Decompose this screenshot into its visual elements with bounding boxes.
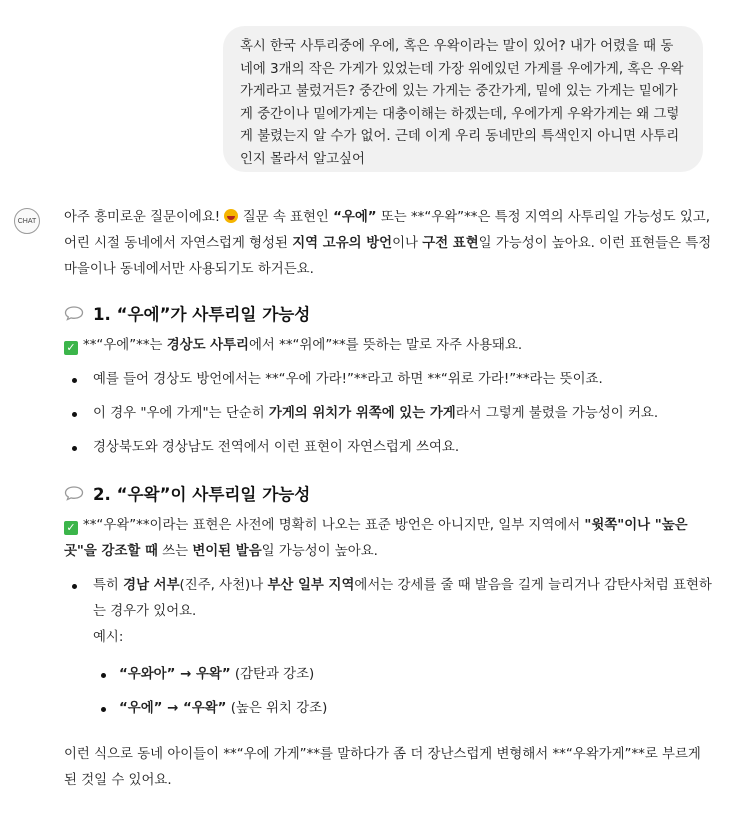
assistant-reply [64,205,716,794]
intro-text: 질문 속 표현인 [238,210,334,225]
list-item-text: 경상북도와 경상남도 전역에서 이런 표현이 자연스럽게 쓰여요. [93,440,460,455]
section-heading-1 [64,301,716,325]
example-item [64,696,716,722]
intro-text: 이나 [392,236,423,251]
list-item-text: 이 경우 "우에 가게"는 단순히 [93,406,269,421]
section2-check-line [64,513,716,565]
section1-bullets [64,367,716,461]
example-item [64,662,716,688]
speech-bubble-icon [64,485,84,501]
section2-bullets [64,573,716,651]
list-item [64,401,716,427]
assistant-avatar [14,208,40,234]
example-list [64,662,716,722]
list-item [64,573,716,651]
list-item-bold: 부산 일부 지역 [267,578,355,593]
section-heading-2-text: 2. “우왁”이 사투리일 가능성 [93,485,311,504]
reply-closing [64,742,716,794]
reply-intro [64,205,716,283]
speech-bubble-icon [64,305,84,321]
check-text: **“우왁”**이라는 표현은 사전에 명확히 나오는 표준 방언은 아니지만, 일부 지역에서 [83,518,585,533]
list-item [64,435,716,461]
user-message-bubble [223,26,703,172]
list-item-text: 특히 [93,578,124,593]
intro-bold: 지역 고유의 방언 [292,236,393,251]
list-item-text: 라서 그렇게 불렸을 가능성이 커요. [455,406,659,421]
intro-bold: “우에” [333,210,377,225]
example-bold: “우와아” → 우왁” [119,667,231,682]
check-text: 쓰는 [157,544,193,559]
assistant-avatar-label: CHAT [17,217,37,225]
check-bold: "윗쪽"이나 "높은 곳"을 강조할 때 [64,518,688,559]
user-message-text: 혹시 한국 사투리중에 우에, 혹은 우왁이라는 말이 있어? 내가 어렸을 때 동네에 3개의 작은 가게가 있었는데 가장 위에있던 가게를 우에가게, 혹은 우왁가게라고 불렀거든? 중간에 있는 가게는 중간가게, 밑에 있는 가게는 밑에가게 중간이나 밑에가게는 대충이해는 하겠는데, 우에가게 우왁가게는 왜 그렇게 불렸는지 알 수가 없어. 근데 이게 우리 동네만의 특색인지 아니면 사투리인지 몰라서 알고싶어 [240,39,684,167]
check-bold: 변이된 발음 [192,544,262,559]
grinning-face-emoji-icon [224,209,238,223]
intro-text: 일 가능성이 높아요. 이런 표현들은 특정 마을이나 동네에서만 사용되기도 하거든요. [64,236,712,277]
section1-check-line [64,333,716,359]
example-bold: “우에” → “우왁” [119,701,227,716]
list-item-text: (진주, 사천)나 [179,578,268,593]
list-item-bold: 가게의 위치가 위쪽에 있는 가게 [268,406,456,421]
check-text: 에서 **“위에”**를 뜻하는 말로 자주 사용돼요. [249,338,523,353]
section-heading-2 [64,481,716,505]
list-item-text: 예를 들어 경상도 방언에서는 **“우에 가라!”**라고 하면 **“위로 가라!”**라는 뜻이죠. [93,372,603,387]
intro-text: 아주 흥미로운 질문이에요! [64,210,225,225]
check-mark-icon: ✓ [64,341,78,355]
check-bold: 경상도 사투리 [166,338,249,353]
closing-text: 이런 식으로 동네 아이들이 **“우에 가게”**를 말하다가 좀 더 장난스럽게 변형해서 **“우왁가게”**로 부르게 된 것일 수 있어요. [64,747,701,788]
check-text: 일 가능성이 높아요. [261,544,378,559]
check-text: **“우에”**는 [83,338,167,353]
example-note: (높은 위치 강조) [226,701,328,716]
check-mark-icon: ✓ [64,521,78,535]
intro-bold: 구전 표현 [422,236,479,251]
section-heading-1-text: 1. “우에”가 사투리일 가능성 [93,305,311,324]
list-item-bold: 경남 서부 [123,578,180,593]
list-item-text: 에서는 강세를 줄 때 발음을 길게 늘리거나 감탄사처럼 표현하는 경우가 있어요. [93,578,712,619]
intro-text: 또는 **“우왁”**은 특정 지역의 사투리일 가능성도 있고, 어린 시절 동네에서 자연스럽게 형성된 [64,210,710,251]
list-item [64,367,716,393]
example-label: 예시: [93,630,124,645]
example-note: (감탄과 강조) [230,667,315,682]
